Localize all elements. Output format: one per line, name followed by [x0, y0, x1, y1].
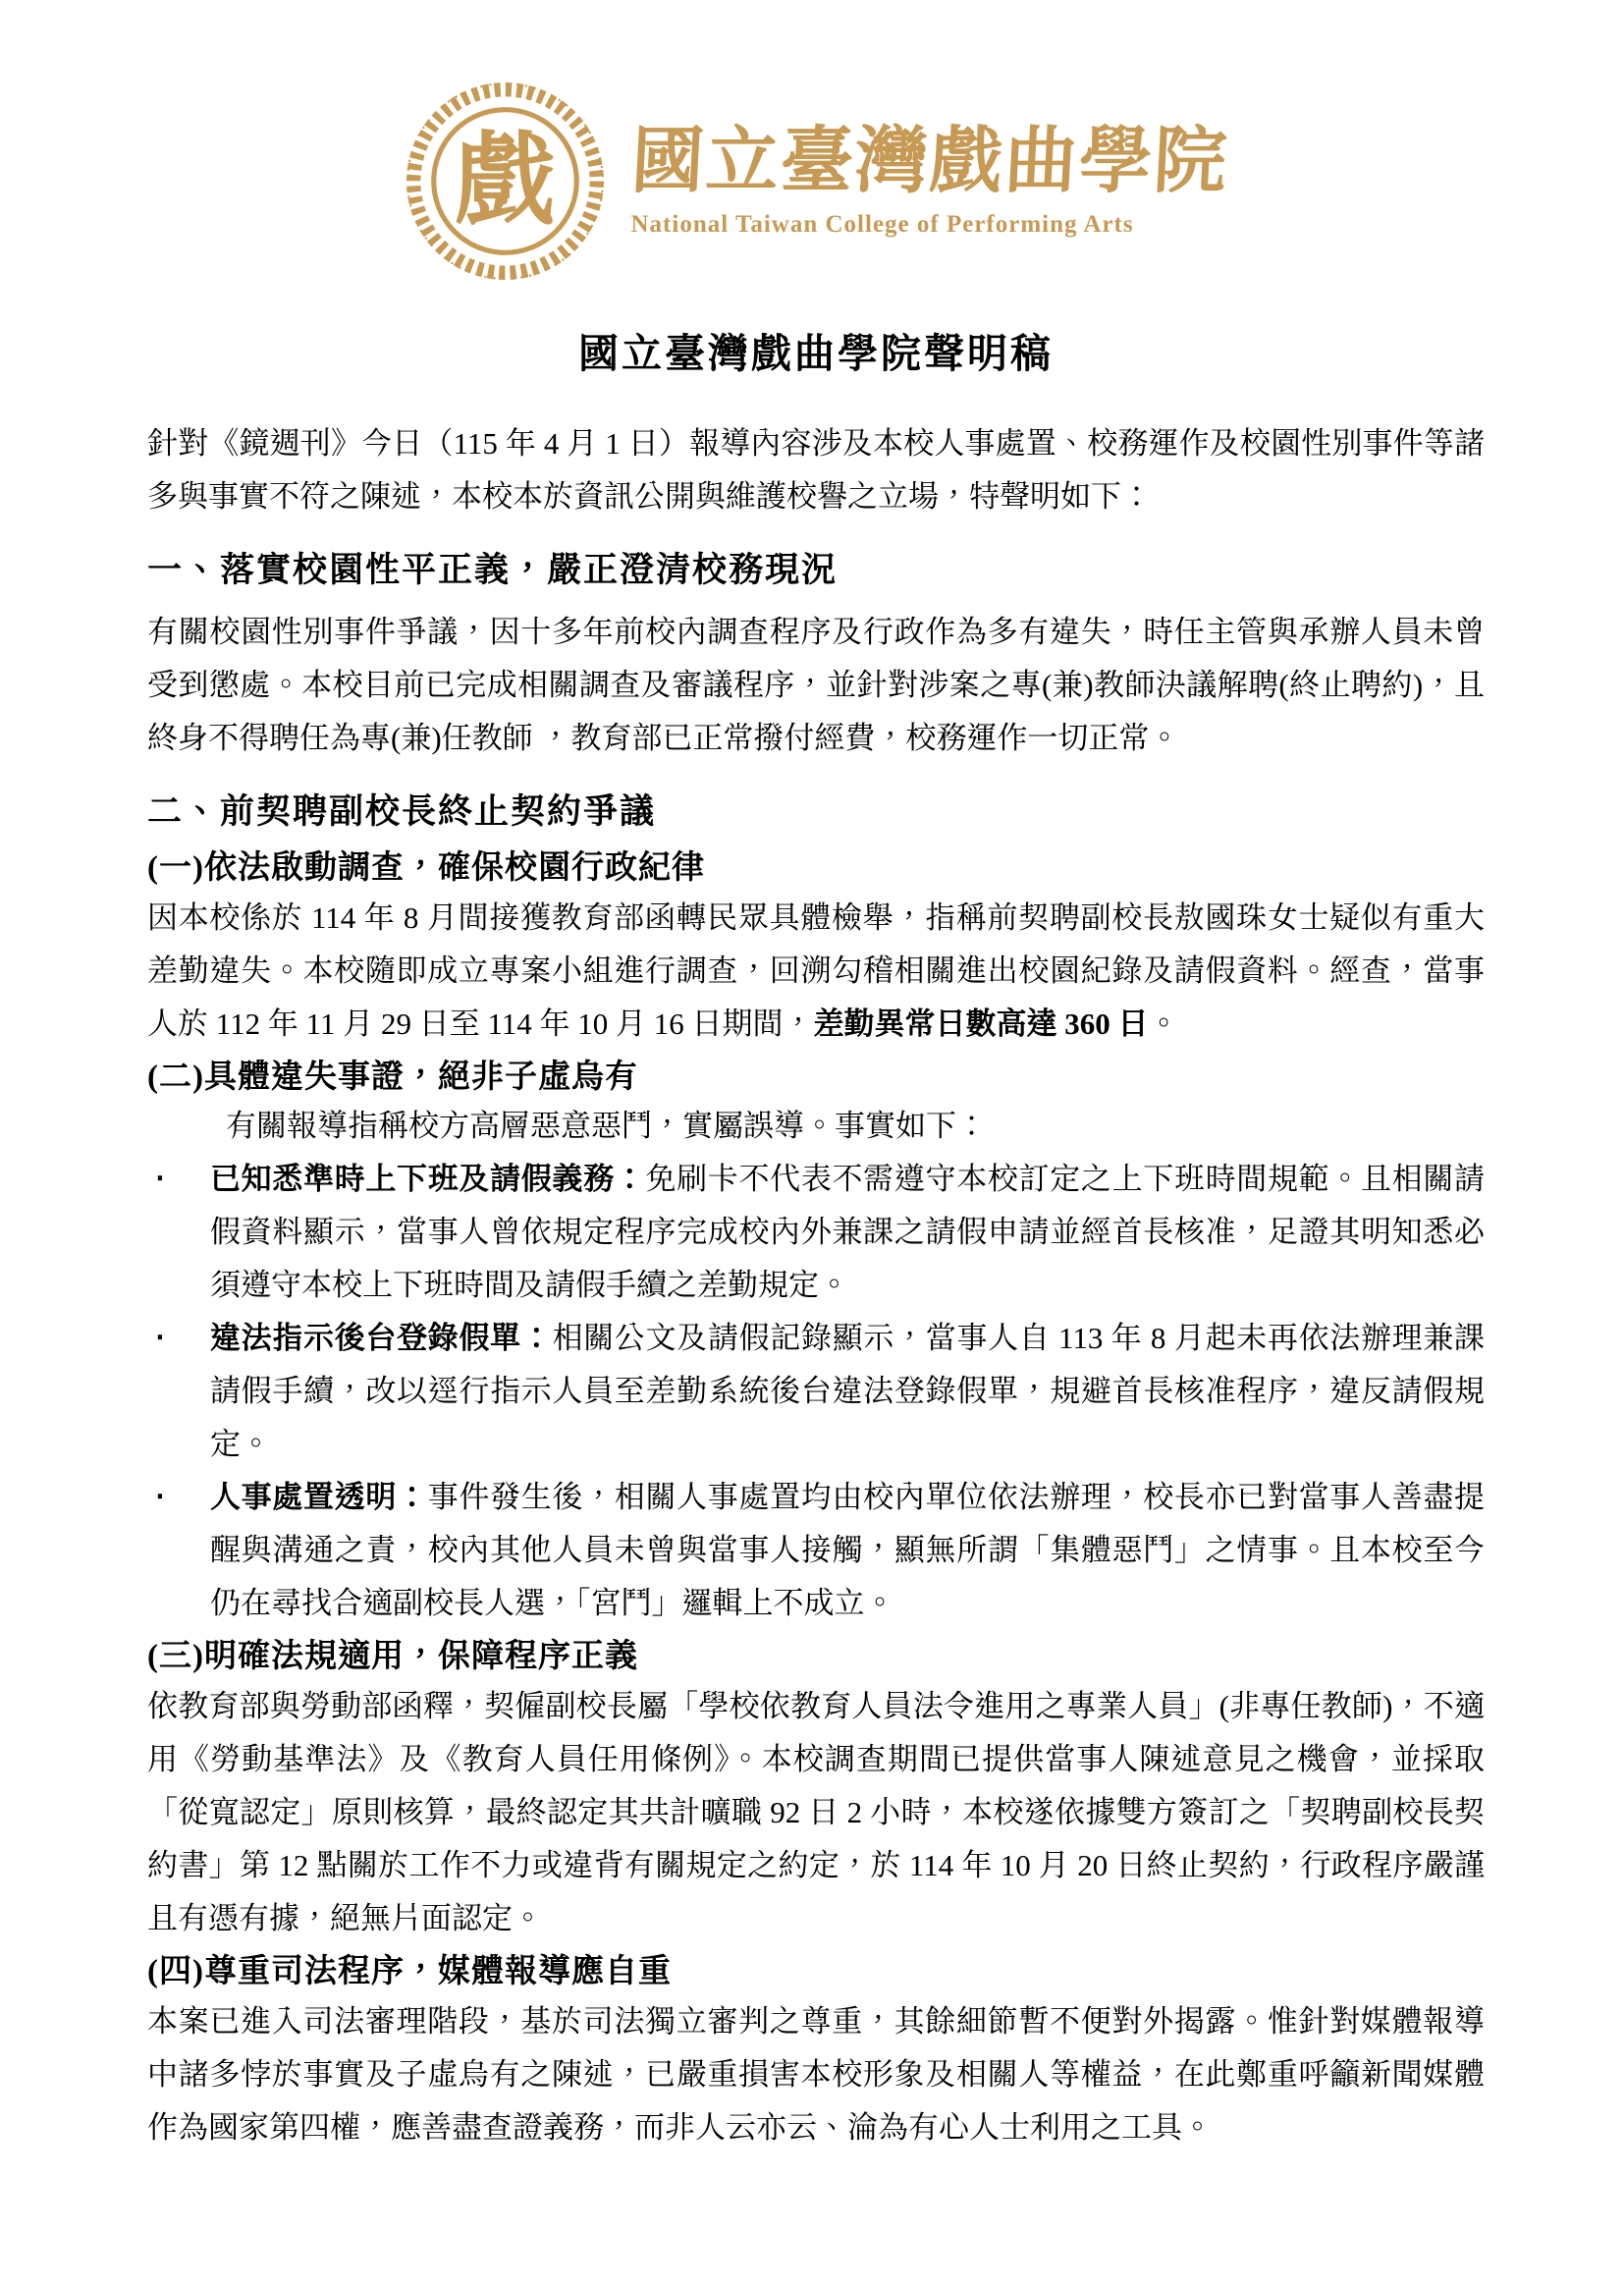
school-seal-icon [405, 81, 606, 282]
bullet-text: 事件發生後，相關人事處置均由校內單位依法辦理，校長亦已對當事人善盡提醒與溝通之責，校內其他人員未曾與當事人接觸，顯無所謂「集體惡鬥」之情事。且本校至今仍在尋找合適副校長人選，「宮鬥」邏輯上不成立。 [210, 1480, 1486, 1621]
intro-paragraph: 針對《鏡週刊》今日（115 年 4 月 1 日）報導內容涉及本校人事處置、校務運作及校園性別事件等諸多與事實不符之陳述，本校本於資訊公開與維護校譽之立場，特聲明如下： [147, 426, 1485, 515]
subsection-1-heading: (一)依法啟動調查，確保校園行政紀律 [147, 849, 705, 886]
school-name-english: National Taiwan College of Performing Arts [630, 210, 1134, 238]
facts-bullet-list [147, 1153, 1485, 1630]
section-2-heading: 二、前契聘副校長終止契約爭議 [147, 791, 657, 831]
section-1-body: 有關校園性別事件爭議，因十多年前校內調查程序及行政作為多有違失，時任主管與承辦人員未曾受到懲處。本校目前已完成相關調查及審議程序，並針對涉案之專(兼)教師決議解聘(終止聘約)，且終身不得聘任為專(兼)任教師 ，教育部已正常撥付經費，校務運作一切正常。 [147, 614, 1485, 755]
bullet-text: 相關公文及請假記錄顯示，當事人自 113 年 8 月起未再依法辦理兼課請假手續，改以逕行指示人員至差勤系統後台違法登錄假單，規避首長核准程序，違反請假規定。 [210, 1321, 1485, 1462]
subsection-1-text: 因本校係於 114 年 8 月間接獲教育部函轉民眾具體檢舉，指稱前契聘副校長敖國珠女士疑似有重大差勤違失。本校隨即成立專案小組進行調查，回溯勾稽相關進出校園紀錄及請假資料。經查，當事人於 112 年 11 月 29 日至 114 年 10 月 16 日期間， [147, 899, 1485, 1041]
subsection-3-heading: (三)明確法規適用，保障程序正義 [147, 1639, 638, 1675]
bullet-item-work-hours [147, 1153, 1485, 1312]
document-title: 國立臺灣戲曲學院聲明稿 [578, 331, 1054, 376]
bullet-text: 免刷卡不代表不需遵守本校訂定之上下班時間規範。且相關請假資料顯示，當事人曾依規定程序完成校內外兼課之請假申請並經首長核准，足證其明知悉必須遵守本校上下班時間及請假手續之差勤規定。 [210, 1162, 1486, 1303]
bullet-term: 違法指示後台登錄假單： [210, 1321, 553, 1356]
bullet-term: 已知悉準時上下班及請假義務： [210, 1162, 646, 1197]
section-1-heading: 一、落實校園性平正義，嚴正澄清校務現況 [147, 551, 839, 590]
subsection-1-text-after: 。 [1148, 1006, 1179, 1041]
subsection-4-heading: (四)尊重司法程序，媒體報導應自重 [147, 1954, 672, 1990]
subsection-1-body [147, 892, 1485, 1051]
subsection-3-body: 依教育部與勞動部函釋，契僱副校長屬「學校依教育人員法令進用之專業人員」(非專任教師)，不適用《勞動基準法》及《教育人員任用條例》。本校調查期間已提供當事人陳述意見之機會，並採取「從寬認定」原則核算，最終認定其共計曠職 92 日 2 小時，本校遂依據雙方簽訂之「契聘副校長契約書」第 12 點關於工作不力或違背有關規定之約定，於 114 年 10 月 20 日終止契約，行政程序嚴謹且有憑有據，絕無片面認定。 [147, 1689, 1485, 1936]
bullet-item-illegal-leave-entry [147, 1312, 1485, 1471]
bullet-dot-icon: ‧ [155, 1480, 165, 1515]
seal-character: 戲 [454, 125, 556, 237]
school-logo [147, 77, 1485, 285]
bullet-dot-icon: ‧ [155, 1321, 165, 1356]
school-name-chinese: 國立臺灣戲曲學院 [628, 122, 1230, 203]
school-name-block [628, 122, 1230, 238]
bullet-term: 人事處置透明： [210, 1480, 428, 1515]
subsection-4-body: 本案已進入司法審理階段，基於司法獨立審判之尊重，其餘細節暫不便對外揭露。惟針對媒體報導中諸多悖於事實及子虛烏有之陳述，已嚴重損害本校形象及相關人等權益，在此鄭重呼籲新聞媒體作為國家第四權，應善盡查證義務，而非人云亦云、淪為有心人士利用之工具。 [147, 2004, 1485, 2146]
attendance-anomaly-bold-text: 差勤異常日數高達 360 日 [813, 1006, 1149, 1041]
bullet-dot-icon: ‧ [155, 1162, 165, 1197]
subsection-2-heading: (二)具體違失事證，絕非子虛烏有 [147, 1059, 638, 1095]
bullet-item-personnel-transparency [147, 1471, 1485, 1630]
subsection-2-lead: 有關報導指稱校方高層惡意惡鬥，實屬誤導。事實如下： [226, 1109, 987, 1144]
